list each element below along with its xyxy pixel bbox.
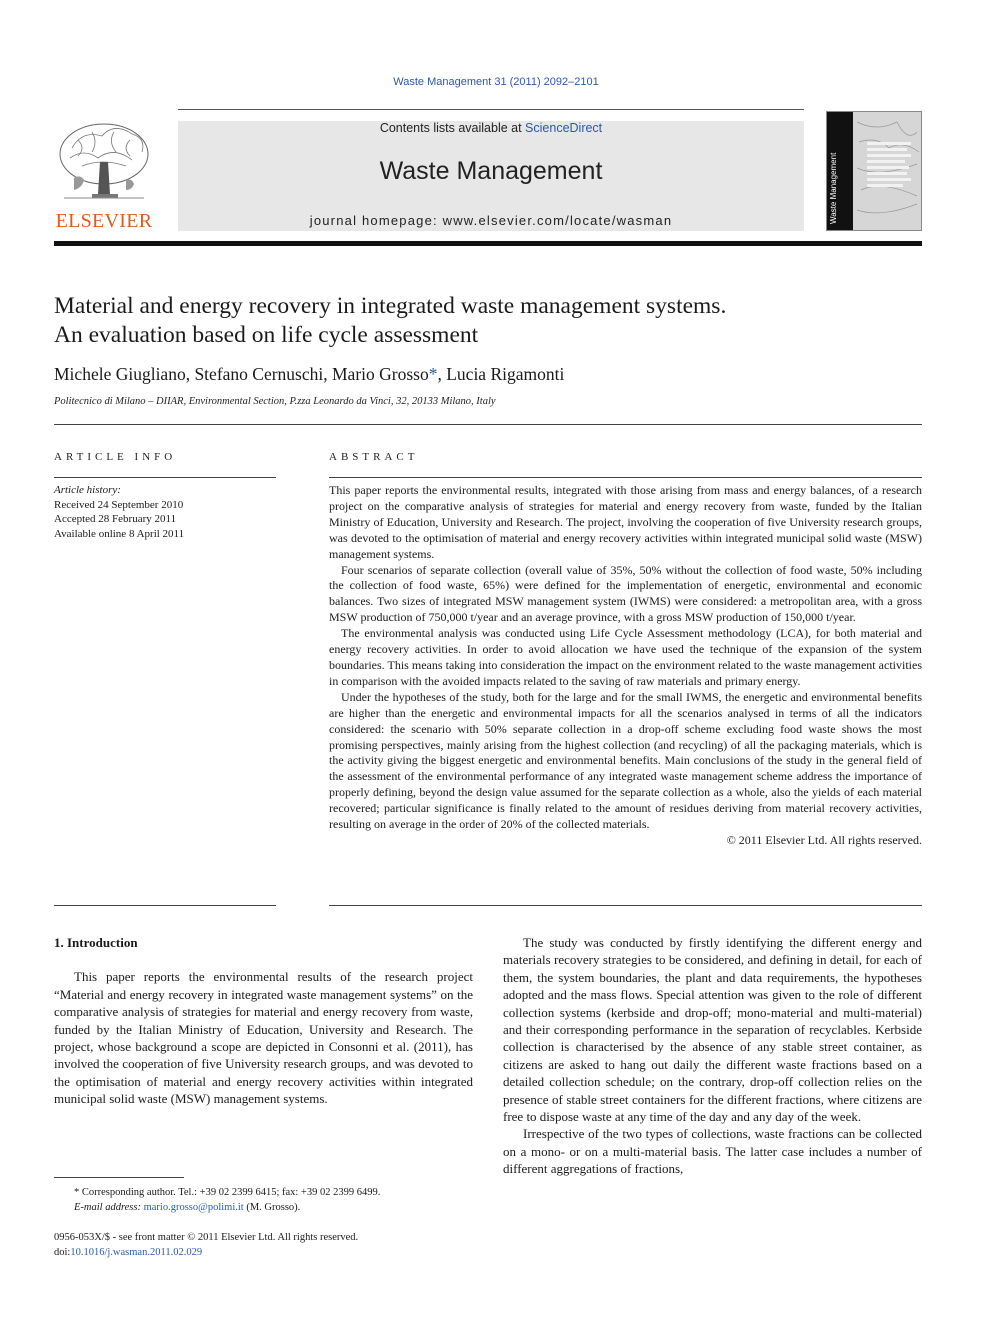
authors-part-2: , Lucia Rigamonti: [437, 364, 565, 384]
title-line-1: Material and energy recovery in integrated waste management systems.: [54, 293, 727, 319]
abstract-copyright: © 2011 Elsevier Ltd. All rights reserved.: [726, 832, 922, 847]
received-date: Received 24 September 2010: [54, 498, 184, 511]
body-paragraph: This paper reports the environmental results of the research project “Material and energy recovery in integrated waste management systems” on the comparative analysis of strategies for material and energy recovery from waste, funded by the Italian Ministry of Education, University and Research. The project, whose background a scope are depicted in Consonni et al. (2011), has involved the cooperation of five University research groups, and was devoted to the optimisation of material and energy recovery activities within integrated municipal solid waste (MSW) management systems.: [54, 969, 473, 1107]
rule-above-info: [54, 424, 922, 425]
elsevier-wordmark: ELSEVIER: [55, 210, 153, 232]
footnote-rule: [54, 1177, 184, 1178]
affiliation: Politecnico di Milano – DIIAR, Environmental Section, P.zza Leonardo da Vinci, 32, 20133 Milano, Italy: [54, 396, 496, 407]
issn-line: 0956-053X/$ - see front matter © 2011 Elsevier Ltd. All rights reserved.: [54, 1232, 359, 1243]
title-line-2: An evaluation based on life cycle assessment: [54, 322, 479, 348]
article-history: [54, 483, 276, 541]
elsevier-tree-icon: [52, 118, 156, 210]
footnote-star: *: [74, 1187, 80, 1198]
rule-under-abstract-heading: [329, 477, 922, 478]
authors-part-1: Michele Giugliano, Stefano Cernuschi, Mario Grosso: [54, 364, 429, 384]
journal-header: [178, 121, 804, 231]
doi-line: [54, 1245, 473, 1260]
body-paragraph: Irrespective of the two types of collections, waste fractions can be collected on a mono- or on a multi-material basis. The latter case includes a number of different aggregations of fractions,: [503, 1126, 922, 1177]
corresponding-author-note: [54, 1185, 473, 1200]
email-label: E-mail address:: [74, 1202, 144, 1213]
contents-prefix: Contents lists available at: [379, 121, 526, 135]
journal-cover: [826, 111, 922, 231]
doi-label: doi:: [54, 1247, 71, 1258]
email-note: [54, 1200, 473, 1215]
abstract-paragraph: This paper reports the environmental results, integrated with those arising from mass and energy balances, of a research project on the comparative analysis of strategies for material and energy recovery from waste, funded by the Italian Ministry of Education, University and Research. The project, involving the cooperation of five University research groups, was devoted to the optimisation of material and energy recovery activities within integrated municipal solid waste (MSW) management systems.: [329, 483, 922, 561]
cover-title: Waste Management: [829, 152, 838, 224]
abstract-body: [329, 483, 922, 849]
journal-reference[interactable]: Waste Management 31 (2011) 2092–2101: [393, 76, 599, 88]
email-link[interactable]: mario.grosso@polimi.it: [143, 1202, 244, 1213]
rule-end-abstract: [329, 905, 922, 906]
abstract-heading: ABSTRACT: [329, 451, 419, 463]
abstract-paragraph: The environmental analysis was conducted using Life Cycle Assessment methodology (LCA), for both material and energy recovery activities. In order to avoid allocation we have used the technique of the expansion of the system boundaries. This means taking into consideration the impact on the environment related to the waste management activities in comparison with the avoided impacts related to the saving of raw materials and primary energy.: [329, 626, 922, 688]
issn-block: [54, 1230, 473, 1260]
contents-line: [178, 121, 804, 135]
online-date: Available online 8 April 2011: [54, 527, 185, 540]
footnote-contact: Corresponding author. Tel.: +39 02 2399 6415; fax: +39 02 2399 6499.: [79, 1187, 381, 1198]
corresponding-author-link[interactable]: *: [428, 364, 438, 384]
author-list: [54, 364, 924, 385]
header-thick-rule: [54, 241, 922, 246]
publisher-logo: [52, 118, 156, 234]
journal-homepage[interactable]: journal homepage: www.elsevier.com/locate/wasman: [309, 213, 673, 228]
doi-link[interactable]: 10.1016/j.wasman.2011.02.029: [70, 1247, 203, 1258]
abstract-paragraph: Under the hypotheses of the study, both for the large and for the small IWMS, the energetic and environmental benefits are higher than the energetic and environmental impacts for all the scenarios analysed in terms of all the indicators considered: the scenario with 50% separate collection in a drop-off scheme excluding food waste shows the most promising perspectives, mainly arising from the highest collection (and recycling) of all the packaging materials, which is the activity giving the biggest energetic and environmental benefits. Main conclusions of the study in the general field of the assessment of the environmental performance of any integrated waste management scheme address the importance of properly defining, beyond the design value assumed for the separate collection as a whole, also the yields of each material recovered; particular significance is finally related to the amount of residues deriving from material recovery activities, resulting on average in the order of 20% of the collected materials.: [329, 689, 922, 832]
body-right-column: [503, 934, 922, 1178]
abstract-paragraph: Four scenarios of separate collection (overall value of 35%, 50% without the collection of food waste, 50% including the collection of food waste, 65%) were defined for the implementation of energetic, environmental and economic balances. Two sizes of integrated MSW management system (IWMS) were considered: a metropolitan area, with a gross MSW production of 750,000 t/year and an average province, with a gross MSW production of 150,000 t/year.: [329, 562, 922, 625]
accepted-date: Accepted 28 February 2011: [54, 513, 177, 525]
journal-name: Waste Management: [379, 157, 603, 185]
section-heading-introduction: 1. Introduction: [54, 935, 138, 950]
body-left-column: [54, 934, 473, 1108]
article-info-heading: ARTICLE INFO: [54, 451, 177, 463]
sciencedirect-link[interactable]: ScienceDirect: [525, 121, 603, 135]
article-title: [54, 292, 924, 350]
rule-under-info-heading: [54, 477, 276, 478]
body-paragraph: The study was conducted by firstly identifying the different energy and materials recovery strategies to be considered, and defining in detail, for each of them, the system boundaries, the plant and data requirements, the hypotheses adopted and the mass flows. Special attention was given to the role of different collection systems (kerbside and drop-off; mono-material and multi-material) and their corresponding performance in the separation of recyclables. Kerbside collection is characterised by the absence of any stable street container, as citizens are asked to hang out daily the different waste fractions based on a detailed collection schedule; on the contrary, drop-off collection relies on the presence of stable street containers for the different fractions, where citizens are free to dispose waste at any time of the day and any day of the week.: [503, 935, 922, 1125]
header-top-rule: [178, 109, 804, 110]
history-label: Article history:: [54, 484, 121, 496]
rule-end-info: [54, 905, 276, 906]
email-suffix: (M. Grosso).: [243, 1202, 301, 1213]
footnote: [54, 1185, 473, 1215]
